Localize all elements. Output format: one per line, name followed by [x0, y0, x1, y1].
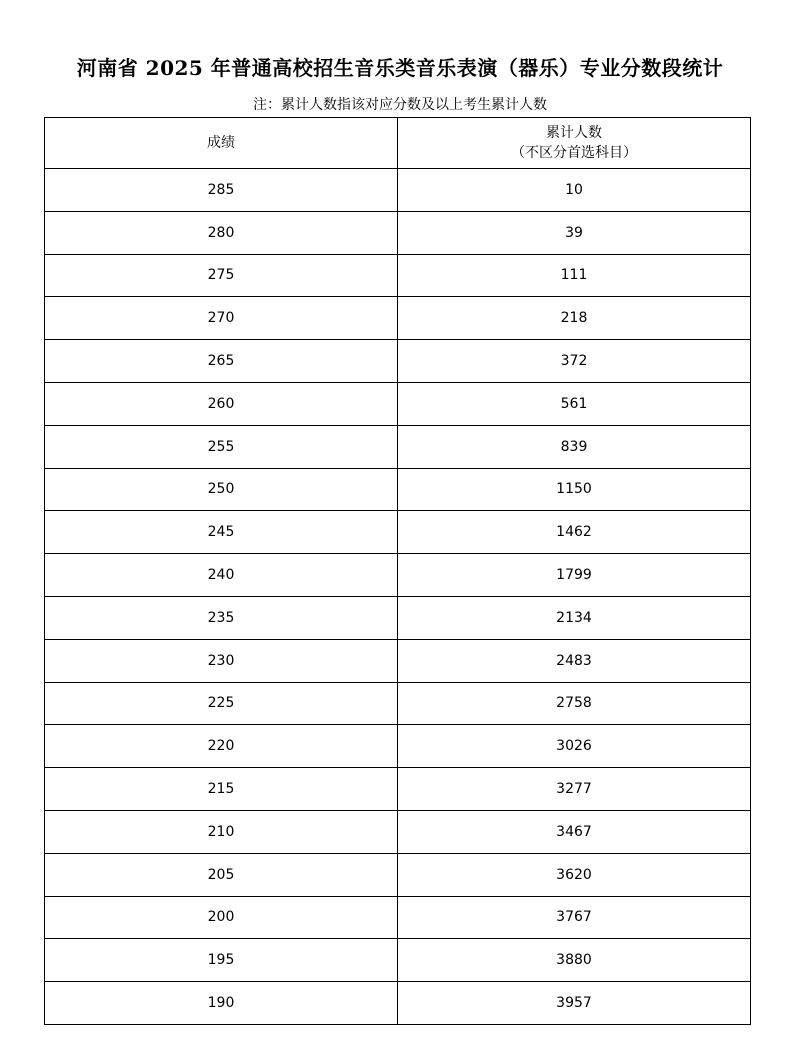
score-cell: 205 [45, 853, 398, 896]
score-cell: 255 [45, 425, 398, 468]
table-row [45, 382, 751, 425]
header-count [398, 118, 751, 169]
score-cell: 200 [45, 896, 398, 939]
header-score: 成绩 [45, 118, 398, 169]
cumulative-count-cell: 3957 [398, 982, 751, 1025]
score-cell: 285 [45, 169, 398, 212]
cumulative-count-cell: 1150 [398, 468, 751, 511]
score-cell: 275 [45, 254, 398, 297]
table-row [45, 211, 751, 254]
cumulative-count-cell: 2483 [398, 639, 751, 682]
table-row [45, 554, 751, 597]
score-cell: 240 [45, 554, 398, 597]
table-row [45, 725, 751, 768]
score-cell: 265 [45, 340, 398, 383]
table-note: 注：累计人数指该对应分数及以上考生累计人数 [253, 97, 547, 113]
cumulative-count-cell: 39 [398, 211, 751, 254]
cumulative-count-cell: 3277 [398, 768, 751, 811]
score-distribution-table [44, 117, 751, 1025]
score-cell: 210 [45, 810, 398, 853]
cumulative-count-cell: 3880 [398, 939, 751, 982]
table-row [45, 468, 751, 511]
cumulative-count-cell: 839 [398, 425, 751, 468]
cumulative-count-cell: 561 [398, 382, 751, 425]
table-row [45, 425, 751, 468]
table-row [45, 810, 751, 853]
table-row [45, 511, 751, 554]
table-row [45, 768, 751, 811]
table-row [45, 682, 751, 725]
table-row [45, 896, 751, 939]
cumulative-count-cell: 372 [398, 340, 751, 383]
cumulative-count-cell: 2758 [398, 682, 751, 725]
score-cell: 225 [45, 682, 398, 725]
cumulative-count-cell: 3026 [398, 725, 751, 768]
cumulative-count-cell: 111 [398, 254, 751, 297]
score-cell: 245 [45, 511, 398, 554]
table-row [45, 297, 751, 340]
cumulative-count-cell: 218 [398, 297, 751, 340]
table-row [45, 254, 751, 297]
score-cell: 190 [45, 982, 398, 1025]
cumulative-count-cell: 10 [398, 169, 751, 212]
table-row [45, 982, 751, 1025]
cumulative-count-cell: 3620 [398, 853, 751, 896]
table-row [45, 596, 751, 639]
score-cell: 280 [45, 211, 398, 254]
score-cell: 260 [45, 382, 398, 425]
table-row [45, 169, 751, 212]
score-cell: 230 [45, 639, 398, 682]
table-row [45, 939, 751, 982]
header-count-label: 累计人数 [546, 125, 602, 141]
score-cell: 250 [45, 468, 398, 511]
header-count-subtitle: （不区分首选科目） [511, 145, 637, 161]
table-row [45, 853, 751, 896]
cumulative-count-cell: 3467 [398, 810, 751, 853]
score-cell: 215 [45, 768, 398, 811]
header-row [45, 118, 751, 169]
score-cell: 270 [45, 297, 398, 340]
score-cell: 220 [45, 725, 398, 768]
cumulative-count-cell: 3767 [398, 896, 751, 939]
cumulative-count-cell: 2134 [398, 596, 751, 639]
table-row [45, 639, 751, 682]
score-cell: 235 [45, 596, 398, 639]
page-title: 河南省 2025 年普通高校招生音乐类音乐表演（器乐）专业分数段统计 [76, 56, 724, 80]
cumulative-count-cell: 1799 [398, 554, 751, 597]
score-cell: 195 [45, 939, 398, 982]
table-row [45, 340, 751, 383]
cumulative-count-cell: 1462 [398, 511, 751, 554]
